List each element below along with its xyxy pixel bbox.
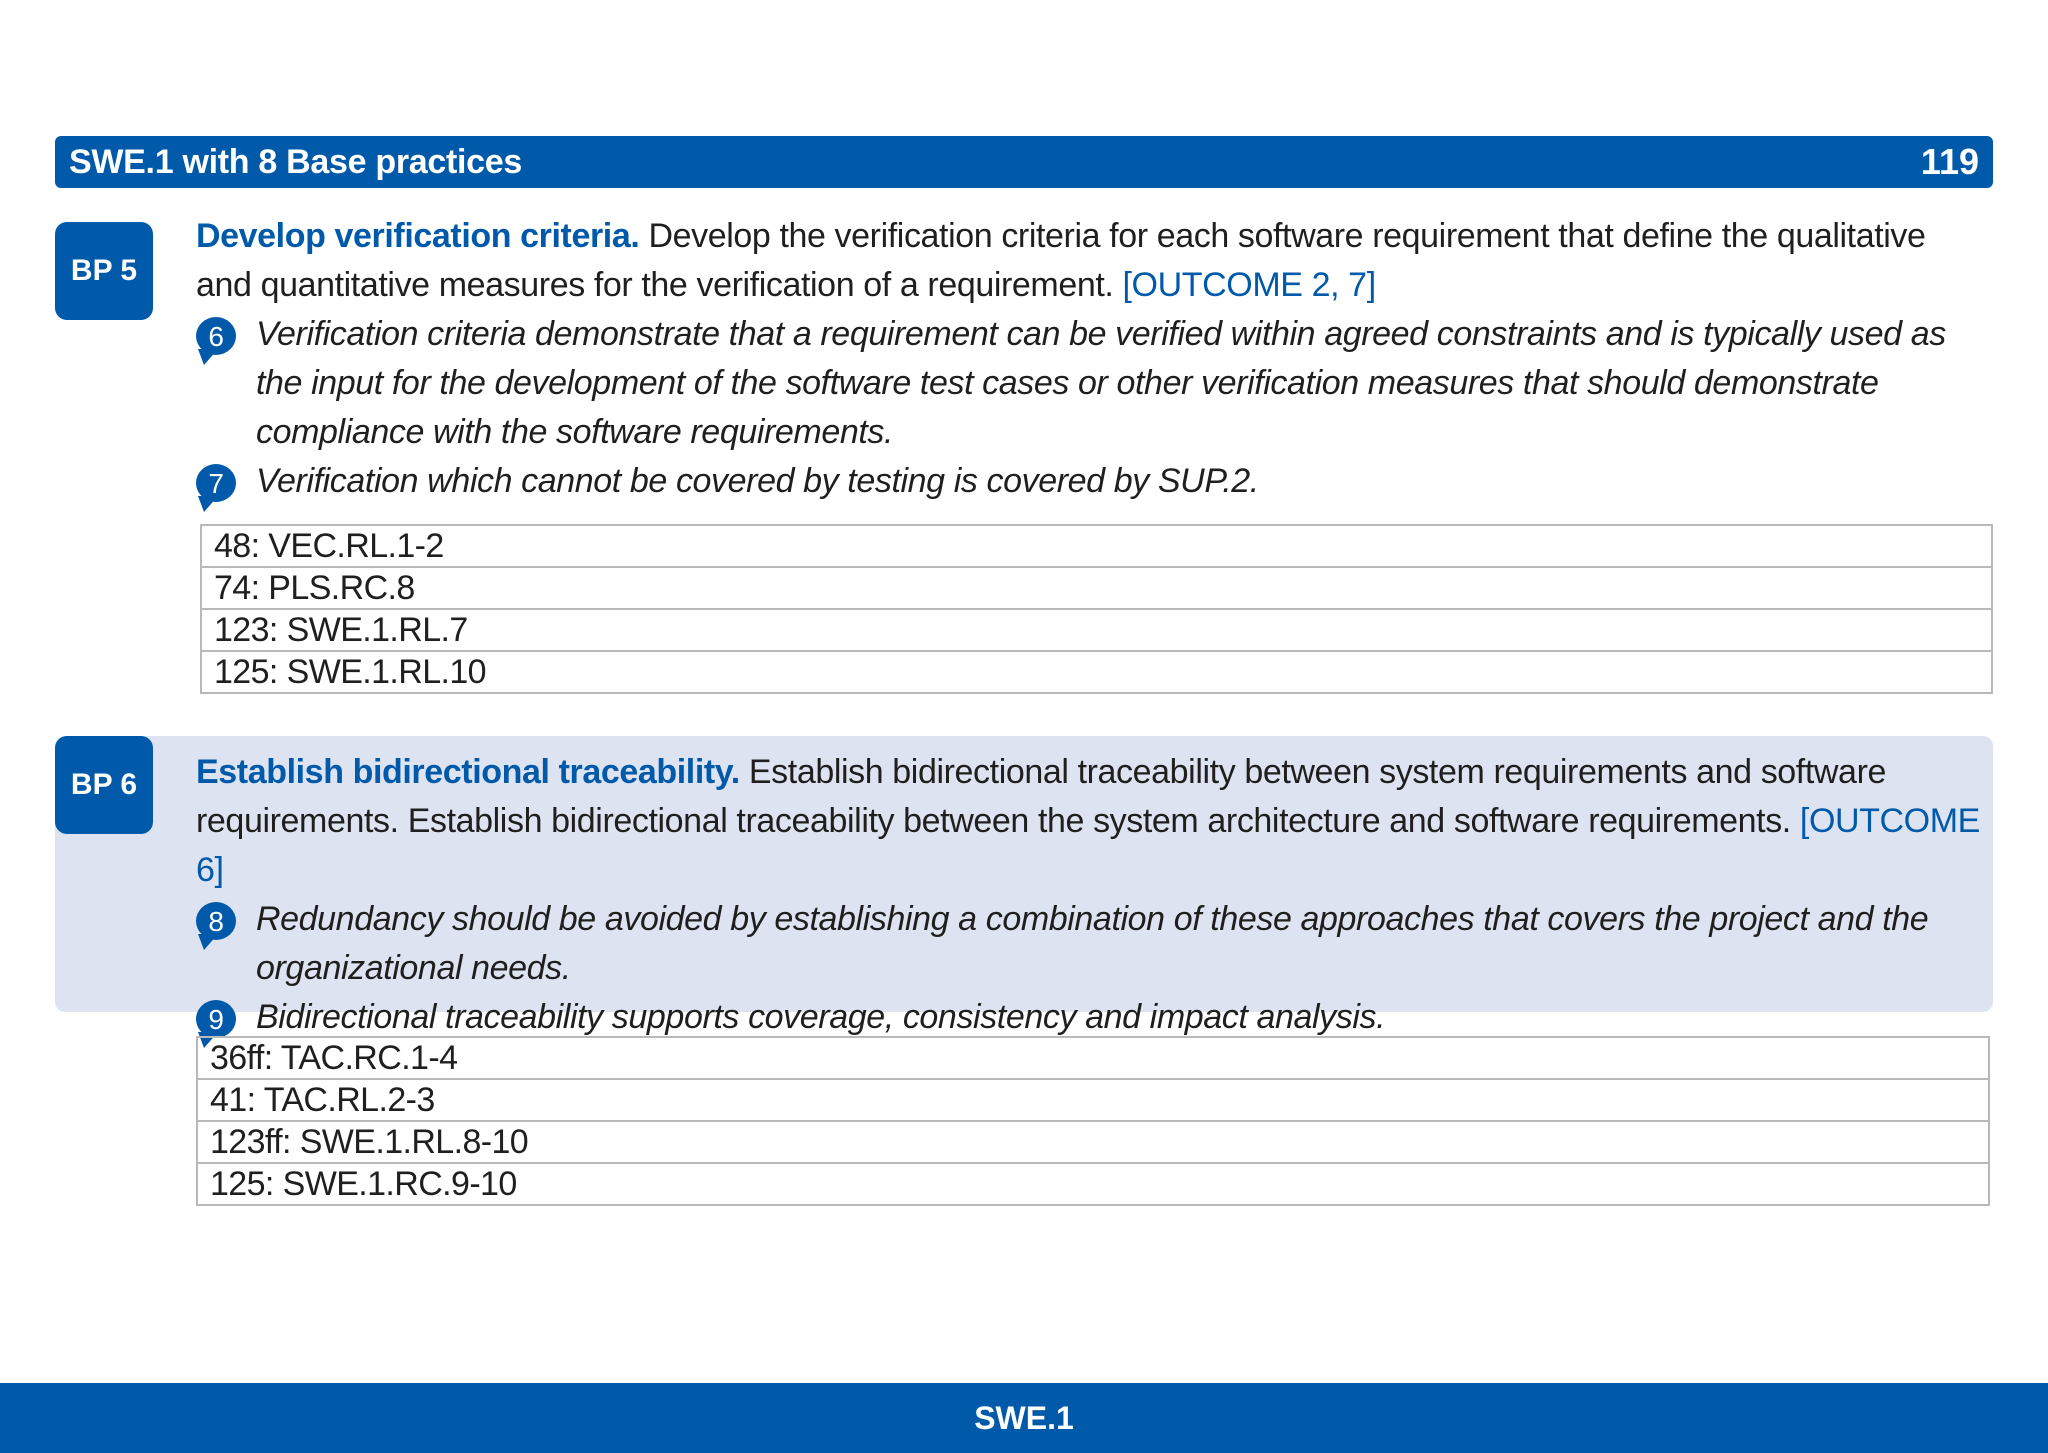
note-text: Bidirectional traceability supports coverage, consistency and impact analysis. [256,998,1386,1036]
note-bubble-icon: 6 [196,317,236,355]
reference-cell: 125: SWE.1.RL.10 [201,651,1992,693]
bp5-outcome[interactable]: [OUTCOME 2, 7] [1122,266,1376,304]
footer-bar [0,1383,2048,1453]
bp5-section [196,212,1956,506]
header-bar [55,136,1993,188]
reference-cell: 74: PLS.RC.8 [201,567,1992,609]
table-row [197,1163,1989,1205]
note-bubble-icon: 8 [196,902,236,940]
reference-cell: 41: TAC.RL.2-3 [197,1079,1989,1121]
reference-cell: 36ff: TAC.RC.1-4 [197,1037,1989,1079]
bp5-note-7 [196,457,1956,506]
bp5-title: Develop verification criteria. [196,217,640,255]
bp6-note-9 [196,993,1986,1042]
note-text: Redundancy should be avoided by establishing a combination of these approaches that covers the project and the organizational needs. [256,900,1929,987]
reference-cell: 48: VEC.RL.1-2 [201,525,1992,567]
bp6-note-8 [196,895,1986,993]
table-row [201,609,1992,651]
table-row [201,651,1992,693]
footer-label: SWE.1 [974,1399,1074,1436]
note-bubble-icon: 7 [196,464,236,502]
reference-cell: 123: SWE.1.RL.7 [201,609,1992,651]
bp6-text: Establish bidirectional traceability between system requirements and software requirements. Establish bidirectional traceability between the system architecture and software requirements. [196,753,1886,840]
bp5-description [196,212,1956,310]
table-row [197,1079,1989,1121]
bp6-badge: BP 6 [55,736,153,834]
reference-cell: 123ff: SWE.1.RL.8-10 [197,1121,1989,1163]
bp6-section [196,748,1986,1042]
bp5-note-6 [196,310,1956,457]
table-row [201,525,1992,567]
table-row [197,1121,1989,1163]
page-title: SWE.1 with 8 Base practices [69,142,522,181]
note-text: Verification criteria demonstrate that a requirement can be verified within agreed constraints and is typically used as the input for the development of the software test cases or other verification measures that should demonstrate compliance with the software requirements. [256,315,1946,451]
table-row [197,1037,1989,1079]
table-row [201,567,1992,609]
bp6-description [196,748,1986,895]
reference-cell: 125: SWE.1.RC.9-10 [197,1163,1989,1205]
bp6-title: Establish bidirectional traceability. [196,753,740,791]
page-number: 119 [1920,141,1979,182]
bp5-badge: BP 5 [55,222,153,320]
bp5-reference-table [200,524,1993,694]
note-text: Verification which cannot be covered by testing is covered by SUP.2. [256,462,1259,500]
bp6-outcome[interactable]: [OUTCOME 6] [196,802,1980,889]
bp5-text: Develop the verification criteria for each software requirement that define the qualitative and quantitative measures for the verification of a requirement. [196,217,1926,304]
note-bubble-icon: 9 [196,1000,236,1038]
bp6-reference-table [196,1036,1990,1206]
